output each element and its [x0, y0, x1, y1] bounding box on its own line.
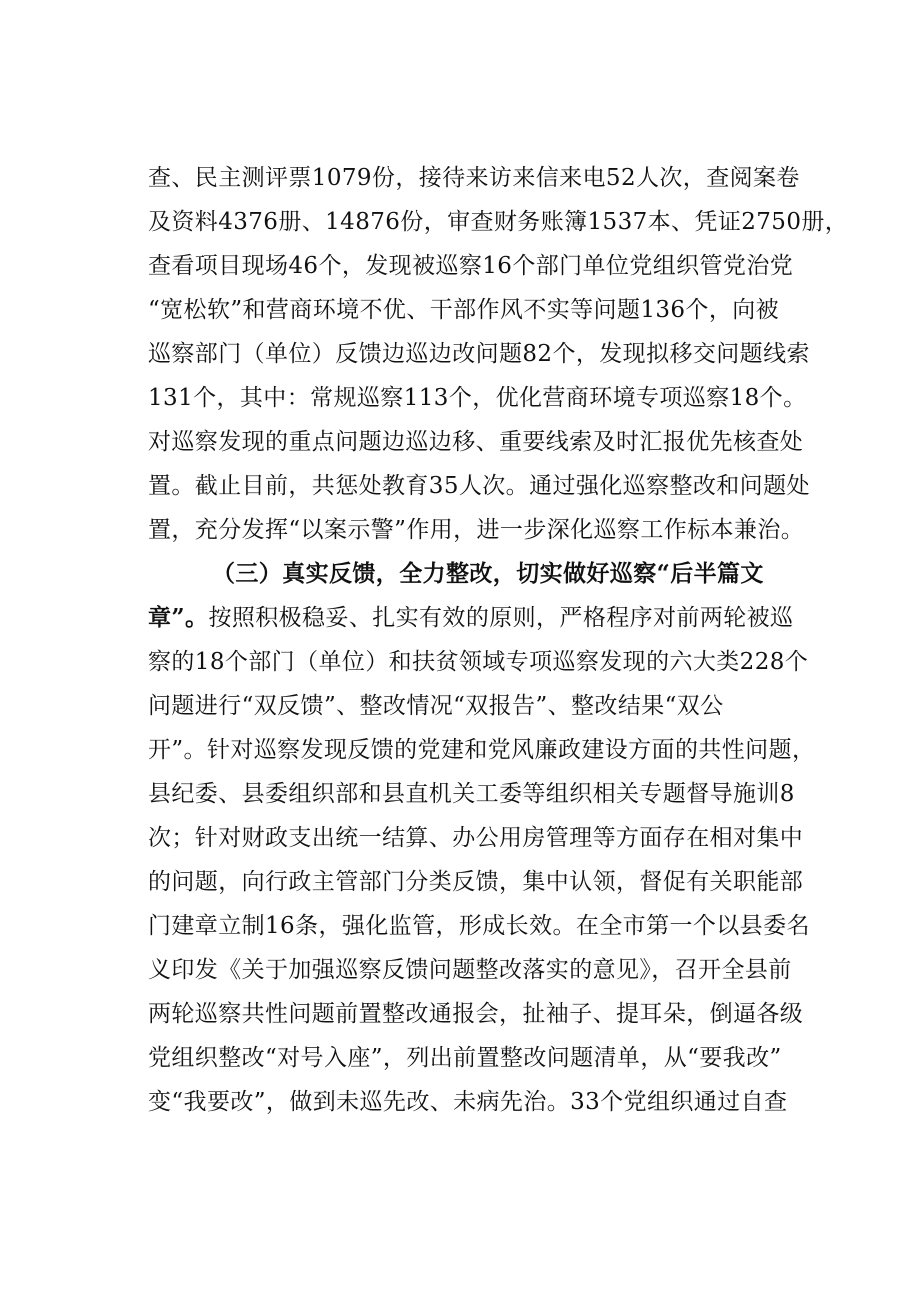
paragraph-line: 门建章立制16条，强化监管，形成长效。在全市第一个以县委名: [148, 913, 810, 939]
paragraph-line: 变“我要改”，做到未巡先改、未病先治。33个党组织通过自查: [148, 1089, 788, 1115]
paragraph-line: 开”。针对巡察发现反馈的党建和党风廉政建设方面的共性问题，: [148, 737, 816, 763]
paragraph-line: 及资料4376册、14876份，审查财务账簿1537本、凭证2750册，: [148, 209, 849, 235]
paragraph-text: 按照积极稳妥、扎实有效的原则，严格程序对前两轮被巡: [208, 605, 794, 631]
paragraph-line: 131个，其中：常规巡察113个，优化营商环境专项巡察18个。: [148, 385, 807, 411]
paragraph-line: 查、民主测评票1079份，接待来访来信来电52人次，查阅案卷: [148, 165, 800, 191]
paragraph-line: 的问题，向行政主管部门分类反馈，集中认领，督促有关职能部: [148, 869, 804, 895]
paragraph-line: 义印发《关于加强巡察反馈问题整改落实的意见》，召开全县前: [148, 957, 792, 983]
paragraph-line: 置。截止目前，共惩处教育35人次。通过强化巡察整改和问题处: [148, 473, 810, 499]
paragraph-line: 巡察部门（单位）反馈边巡边改问题82个，发现拟移交问题线索: [148, 341, 810, 367]
paragraph-line: 对巡察发现的重点问题边巡边移、重要线索及时汇报优先核查处: [148, 429, 804, 455]
paragraph-line: 次；针对财政支出统一结算、办公用房管理等方面存在相对集中: [148, 825, 804, 851]
section-heading-continuation: [148, 601, 793, 635]
section-heading-end: 章”。: [148, 604, 209, 631]
paragraph-line: “宽松软”和营商环境不优、干部作风不实等问题136个，向被: [148, 297, 780, 323]
paragraph-line: 查看项目现场46个，发现被巡察16个部门单位党组织管党治党: [148, 253, 794, 279]
paragraph-line: 问题进行“双反馈”、整改情况“双报告”、整改结果“双公: [148, 693, 724, 719]
section-heading: （三）真实反馈，全力整改，切实做好巡察“后半篇文: [212, 560, 764, 587]
paragraph-line: 置，充分发挥“以案示警”作用，进一步深化巡察工作标本兼治。: [148, 517, 805, 543]
paragraph-line: 县纪委、县委组织部和县直机关工委等组织相关专题督导施训8: [148, 781, 795, 807]
paragraph-line: 察的18个部门（单位）和扶贫领域专项巡察发现的六大类228个: [148, 649, 809, 675]
paragraph-line: 两轮巡察共性问题前置整改通报会，扯袖子、提耳朵，倒逼各级: [148, 1001, 804, 1027]
paragraph-line: 党组织整改“对号入座”，列出前置整改问题清单，从“要我改”: [148, 1045, 782, 1071]
